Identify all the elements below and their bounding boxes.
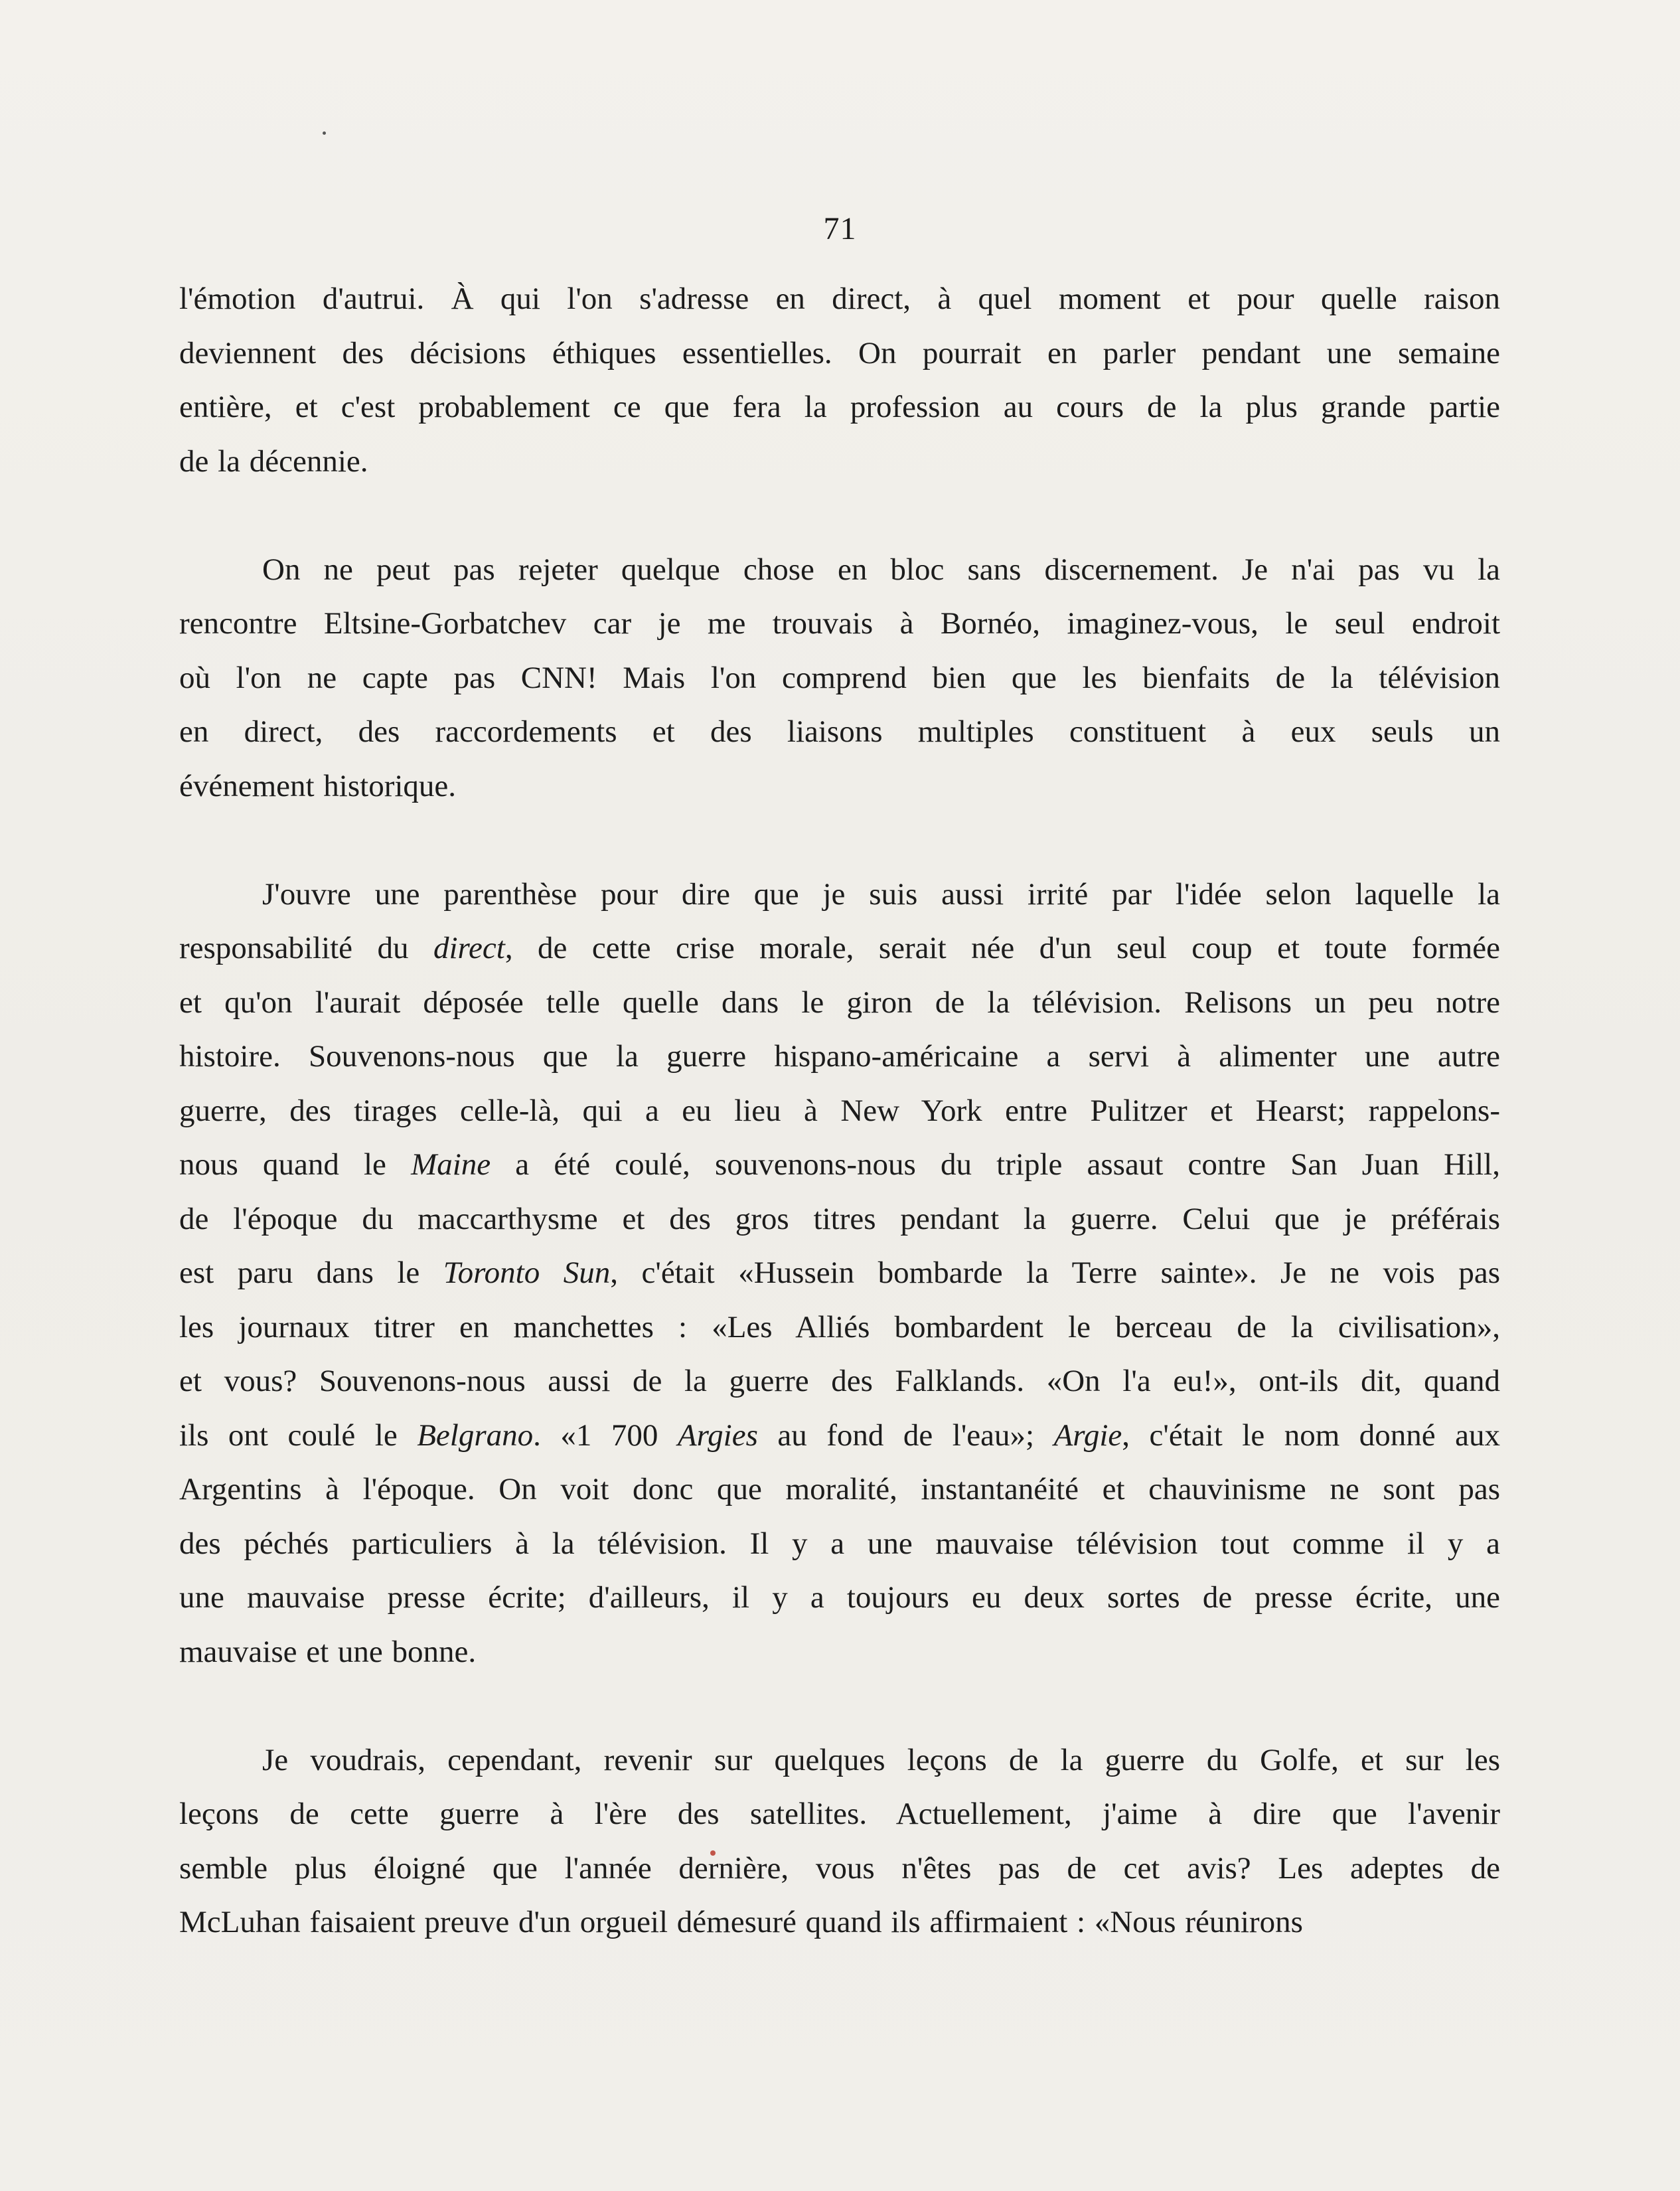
italic-text: Belgrano	[417, 1418, 534, 1453]
text-line	[179, 1084, 1500, 1139]
text-run: nous quand le	[179, 1147, 412, 1182]
text-run: entière, et c'est probablement ce que fera la profession au cours de la plus grande partie	[179, 390, 1500, 424]
text-line	[179, 1409, 1500, 1463]
text-run: mauvaise et une bonne.	[179, 1634, 477, 1669]
text-line	[179, 1625, 1500, 1680]
text-line	[179, 1787, 1500, 1842]
text-run: rencontre Eltsine-Gorbatchev car je me trouvais à Bornéo, imaginez-vous, le seul endroit	[179, 606, 1500, 641]
text-line	[179, 435, 1500, 489]
text-line	[179, 1030, 1500, 1084]
page-number: 71	[823, 211, 857, 246]
paragraph	[179, 868, 1500, 1680]
italic-text: Toronto Sun	[443, 1256, 611, 1290]
text-run: où l'on ne capte pas CNN! Mais l'on comprend bien que les bienfaits de la télévision	[179, 660, 1500, 695]
text-run: responsabilité du	[179, 931, 433, 965]
text-line	[179, 976, 1500, 1030]
text-run: , c'était le nom donné aux	[1122, 1418, 1500, 1453]
text-line	[179, 1354, 1500, 1409]
text-line	[179, 1842, 1500, 1896]
text-line	[179, 1571, 1500, 1625]
text-line	[179, 597, 1500, 651]
text-run: de l'époque du maccarthysme et des gros titres pendant la guerre. Celui que je préférais	[179, 1201, 1500, 1236]
text-line	[179, 760, 1500, 814]
text-line	[179, 543, 1500, 598]
text-run: McLuhan faisaient preuve d'un orgueil démesuré quand ils affirmaient : «Nous réunirons	[179, 1905, 1303, 1939]
text-line	[179, 1896, 1500, 1950]
text-run: Je voudrais, cependant, revenir sur quelques leçons de la guerre du Golfe, et sur les	[262, 1742, 1500, 1777]
text-line	[179, 1517, 1500, 1572]
text-run: l'émotion d'autrui. À qui l'on s'adresse en direct, à quel moment et pour quelle raison	[179, 282, 1500, 316]
text-line	[179, 1301, 1500, 1355]
text-run: les journaux titrer en manchettes : «Les Alliés bombardent le berceau de la civilisation»,	[179, 1309, 1500, 1344]
text-line	[179, 651, 1500, 706]
paragraph	[179, 543, 1500, 814]
italic-text: direct	[433, 931, 505, 965]
italic-text: Argies	[677, 1418, 758, 1453]
text-run: en direct, des raccordements et des liaisons multiples constituent à eux seuls un	[179, 714, 1500, 749]
text-line	[179, 1192, 1500, 1247]
text-run: semble plus éloigné que l'année dernière, vous n'êtes pas de cet avis? Les adeptes de	[179, 1850, 1500, 1886]
text-line	[179, 1246, 1500, 1301]
paragraph	[179, 272, 1500, 489]
text-run: J'ouvre une parenthèse pour dire que je suis aussi irrité par l'idée selon laquelle la	[262, 876, 1500, 912]
text-run: une mauvaise presse écrite; d'ailleurs, il y a toujours eu deux sortes de presse écrite, une	[179, 1580, 1500, 1615]
text-run: est paru dans le	[179, 1256, 443, 1290]
text-line	[179, 705, 1500, 760]
text-line	[179, 1734, 1500, 1788]
text-run: événement historique.	[179, 768, 457, 803]
text-run: au fond de l'eau»;	[757, 1418, 1054, 1453]
text-run: , de cette crise morale, serait née d'un seul coup et toute formée	[504, 931, 1500, 965]
text-run: des péchés particuliers à la télévision. Il y a une mauvaise télévision tout comme il y a	[179, 1526, 1500, 1561]
text-run: et qu'on l'aurait déposée telle quelle dans le giron de la télévision. Relisons un peu notre	[179, 985, 1500, 1020]
text-run: deviennent des décisions éthiques essentielles. On pourrait en parler pendant une semaine	[179, 335, 1500, 370]
text-run: histoire. Souvenons-nous que la guerre hispano-américaine a servi à alimenter une autre	[179, 1039, 1500, 1074]
text-run: On ne peut pas rejeter quelque chose en bloc sans discernement. Je n'ai pas vu la	[262, 552, 1500, 587]
text-run: , c'était «Hussein bombarde la Terre sainte». Je ne vois pas	[610, 1256, 1500, 1290]
paragraph	[179, 1734, 1500, 1950]
text-run: et vous? Souvenons-nous aussi de la guerre des Falklands. «On l'a eu!», ont-ils dit, quand	[179, 1364, 1500, 1398]
text-run: guerre, des tirages celle-là, qui a eu lieu à New York entre Pulitzer et Hearst; rappelons-	[179, 1093, 1500, 1128]
text-run: a été coulé, souvenons-nous du triple assaut contre San Juan Hill,	[491, 1147, 1500, 1182]
italic-text: Argie	[1053, 1418, 1122, 1453]
text-run: ils ont coulé le	[179, 1418, 418, 1453]
text-line	[179, 1138, 1500, 1192]
text-run: de la décennie.	[179, 444, 368, 479]
paper-speck	[323, 131, 326, 135]
text-line	[179, 1463, 1500, 1517]
text-run: Argentins à l'époque. On voit donc que moralité, instantanéité et chauvinisme ne sont pas	[179, 1472, 1500, 1506]
text-run: . «1 700	[533, 1418, 678, 1453]
text-line	[179, 868, 1500, 922]
text-line	[179, 922, 1500, 976]
text-line	[179, 380, 1500, 435]
text-run: leçons de cette guerre à l'ère des satellites. Actuellement, j'aime à dire que l'avenir	[179, 1797, 1500, 1831]
body-text	[179, 272, 1500, 1950]
text-line	[179, 327, 1500, 381]
italic-text: Maine	[411, 1147, 491, 1182]
text-line	[179, 272, 1500, 327]
